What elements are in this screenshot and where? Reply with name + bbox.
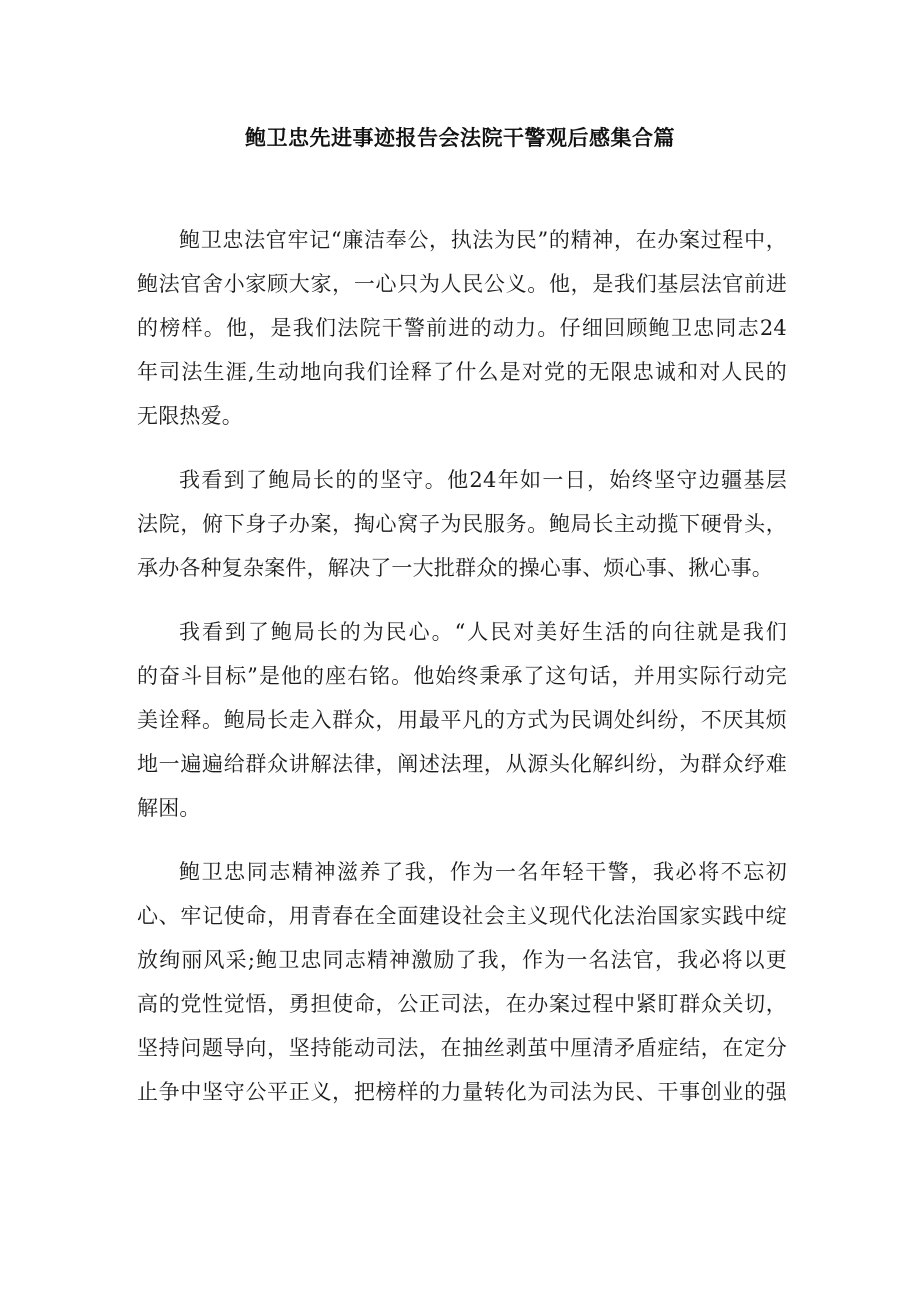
paragraph-2-line-1: 我看到了鲍局长的的坚守。他24年如一日，始终坚守边疆基层 <box>179 468 787 492</box>
paragraph-1-line-2: 鲍法官舍小家顾大家，一心只为人民公义。他，是我们基层法官前进 <box>137 272 787 296</box>
paragraph-3 <box>137 610 787 830</box>
paragraph-1-line-5: 无限热爱。 <box>137 404 243 428</box>
paragraph-2 <box>137 458 787 590</box>
document-body <box>137 218 787 1134</box>
paragraph-3-line-1: 我看到了鲍局长的为民心。“人民对美好生活的向往就是我们 <box>179 620 787 644</box>
paragraph-3-line-4: 地一遍遍给群众讲解法律，阐述法理，从源头化解纠纷，为群众纾难 <box>137 752 787 776</box>
paragraph-4-line-2: 心、牢记使命，用青春在全面建设社会主义现代化法治国家实践中绽 <box>137 904 787 928</box>
paragraph-2-line-2: 法院，俯下身子办案，掏心窝子为民服务。鲍局长主动揽下硬骨头， <box>137 512 787 536</box>
paragraph-4-line-5: 坚持问题导向，坚持能动司法，在抽丝剥茧中厘清矛盾症结，在定分 <box>137 1036 787 1060</box>
paragraph-4-line-3: 放绚丽风采;鲍卫忠同志精神激励了我，作为一名法官，我必将以更 <box>137 948 787 972</box>
paragraph-4-line-4: 高的党性觉悟，勇担使命，公正司法，在办案过程中紧盯群众关切， <box>137 992 787 1016</box>
document-title: 鲍卫忠先进事迹报告会法院干警观后感集合篇 <box>245 125 675 150</box>
paragraph-3-line-2: 的奋斗目标”是他的座右铭。他始终秉承了这句话，并用实际行动完 <box>137 664 787 688</box>
paragraph-1 <box>137 218 787 438</box>
paragraph-1-line-4: 年司法生涯,生动地向我们诠释了什么是对党的无限忠诚和对人民的 <box>137 360 787 384</box>
paragraph-3-line-3: 美诠释。鲍局长走入群众，用最平凡的方式为民调处纠纷，不厌其烦 <box>137 708 787 732</box>
paragraph-1-line-3: 的榜样。他，是我们法院干警前进的动力。仔细回顾鲍卫忠同志24 <box>137 316 787 340</box>
paragraph-4-line-1: 鲍卫忠同志精神滋养了我，作为一名年轻干警，我必将不忘初 <box>179 860 787 884</box>
paragraph-3-line-5: 解困。 <box>137 796 201 820</box>
paragraph-4 <box>137 850 787 1114</box>
paragraph-4-line-6: 止争中坚守公平正义，把榜样的力量转化为司法为民、干事创业的强 <box>137 1080 787 1104</box>
paragraph-2-line-3: 承办各种复杂案件，解决了一大批群众的操心事、烦心事、揪心事。 <box>137 556 773 580</box>
paragraph-1-line-1: 鲍卫忠法官牢记“廉洁奉公，执法为民”的精神，在办案过程中， <box>179 228 787 252</box>
